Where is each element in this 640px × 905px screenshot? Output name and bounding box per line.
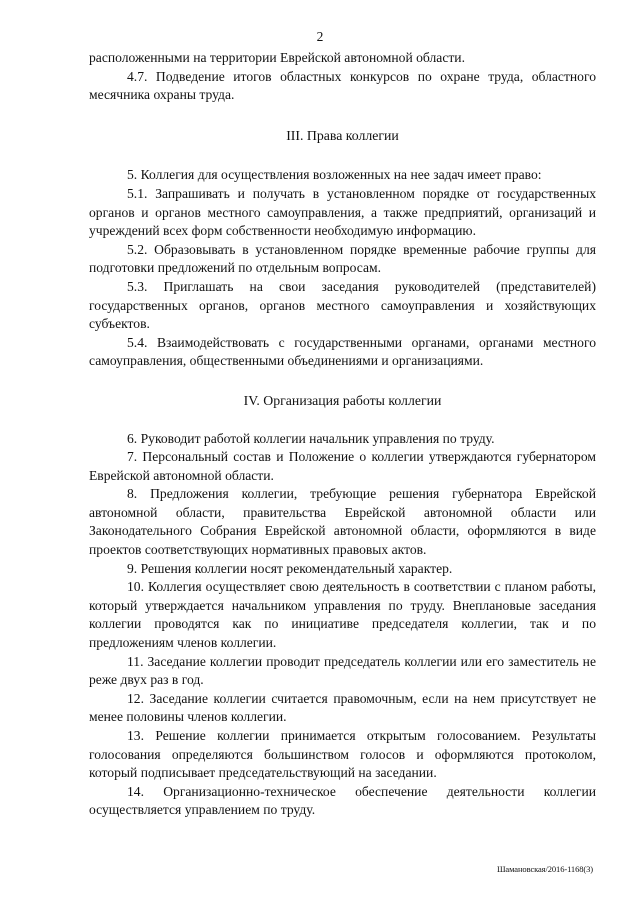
paragraph-12: 12. Заседание коллегии считается правомочным, если на нем присутствует не менее половины членов коллегии. [89, 690, 596, 725]
paragraph-6: 6. Руководит работой коллегии начальник управления по труду. [127, 430, 495, 446]
paragraph-5: 5. Коллегия для осуществления возложенных на нее задач имеет право: [127, 167, 542, 183]
paragraph-5-1: 5.1. Запрашивать и получать в установленном порядке от государственных органов и органов местного самоуправления, а также предприятий, организаций и учреждений всех форм собственности необходимую информацию. [89, 185, 596, 239]
paragraph-13: 13. Решение коллегии принимается открытым голосованием. Результаты голосования определяются большинством голосов и оформляются протоколом, который подписывает председательствующий на заседании. [89, 728, 596, 781]
paragraph-10: 10. Коллегия осуществляет свою деятельность в соответствии с планом работы, который утверждается начальником управления по труду. Внеплановые заседания коллегии проводятся как по инициативе председателя коллегии, так и по предложениям членов коллегии. [89, 579, 596, 651]
paragraph-continuation: расположенными на территории Еврейской автономной области. [89, 50, 465, 65]
document-code: Шамановская/2016-1168(3) [496, 864, 593, 874]
paragraph-5-4: 5.4. Взаимодействовать с государственными органами, органами местного самоуправления, общественными объединениями и организациями. [89, 334, 596, 369]
section-heading-rights: III. Права коллегии [286, 127, 399, 143]
paragraph-11: 11. Заседание коллегии проводит председатель коллегии или его заместитель не реже двух раз в год. [89, 653, 596, 688]
paragraph-7: 7. Персональный состав и Положение о коллегии утверждаются губернатором Еврейской автономной области. [89, 449, 596, 483]
page-number: 2 [316, 29, 324, 44]
paragraph-5-3: 5.3. Приглашать на свои заседания руководителей (представителей) государственных органов, органов местного самоуправления и хозяйствующих субъектов. [89, 278, 596, 332]
paragraph-4-7: 4.7. Подведение итогов областных конкурсов по охране труда, областного месячника охраны труда. [89, 68, 596, 103]
document-body [89, 49, 596, 820]
section-heading-organization: IV. Организация работы коллегии [243, 392, 442, 408]
paragraph-9: 9. Решения коллегии носят рекомендательный характер. [127, 560, 453, 576]
paragraph-5-2: 5.2. Образовывать в установленном порядке временные рабочие группы для подготовки предложений по отдельным вопросам. [89, 241, 596, 276]
paragraph-8: 8. Предложения коллегии, требующие решения губернатора Еврейской автономной области, правительства Еврейской автономной области или Законодательного Собрания Еврейской автономной области, оформляются в виде проектов соответствующих нормативных правовых актов. [89, 486, 596, 558]
paragraph-14: 14. Организационно-техническое обеспечение деятельности коллегии осуществляется управлением по труду. [89, 783, 596, 818]
